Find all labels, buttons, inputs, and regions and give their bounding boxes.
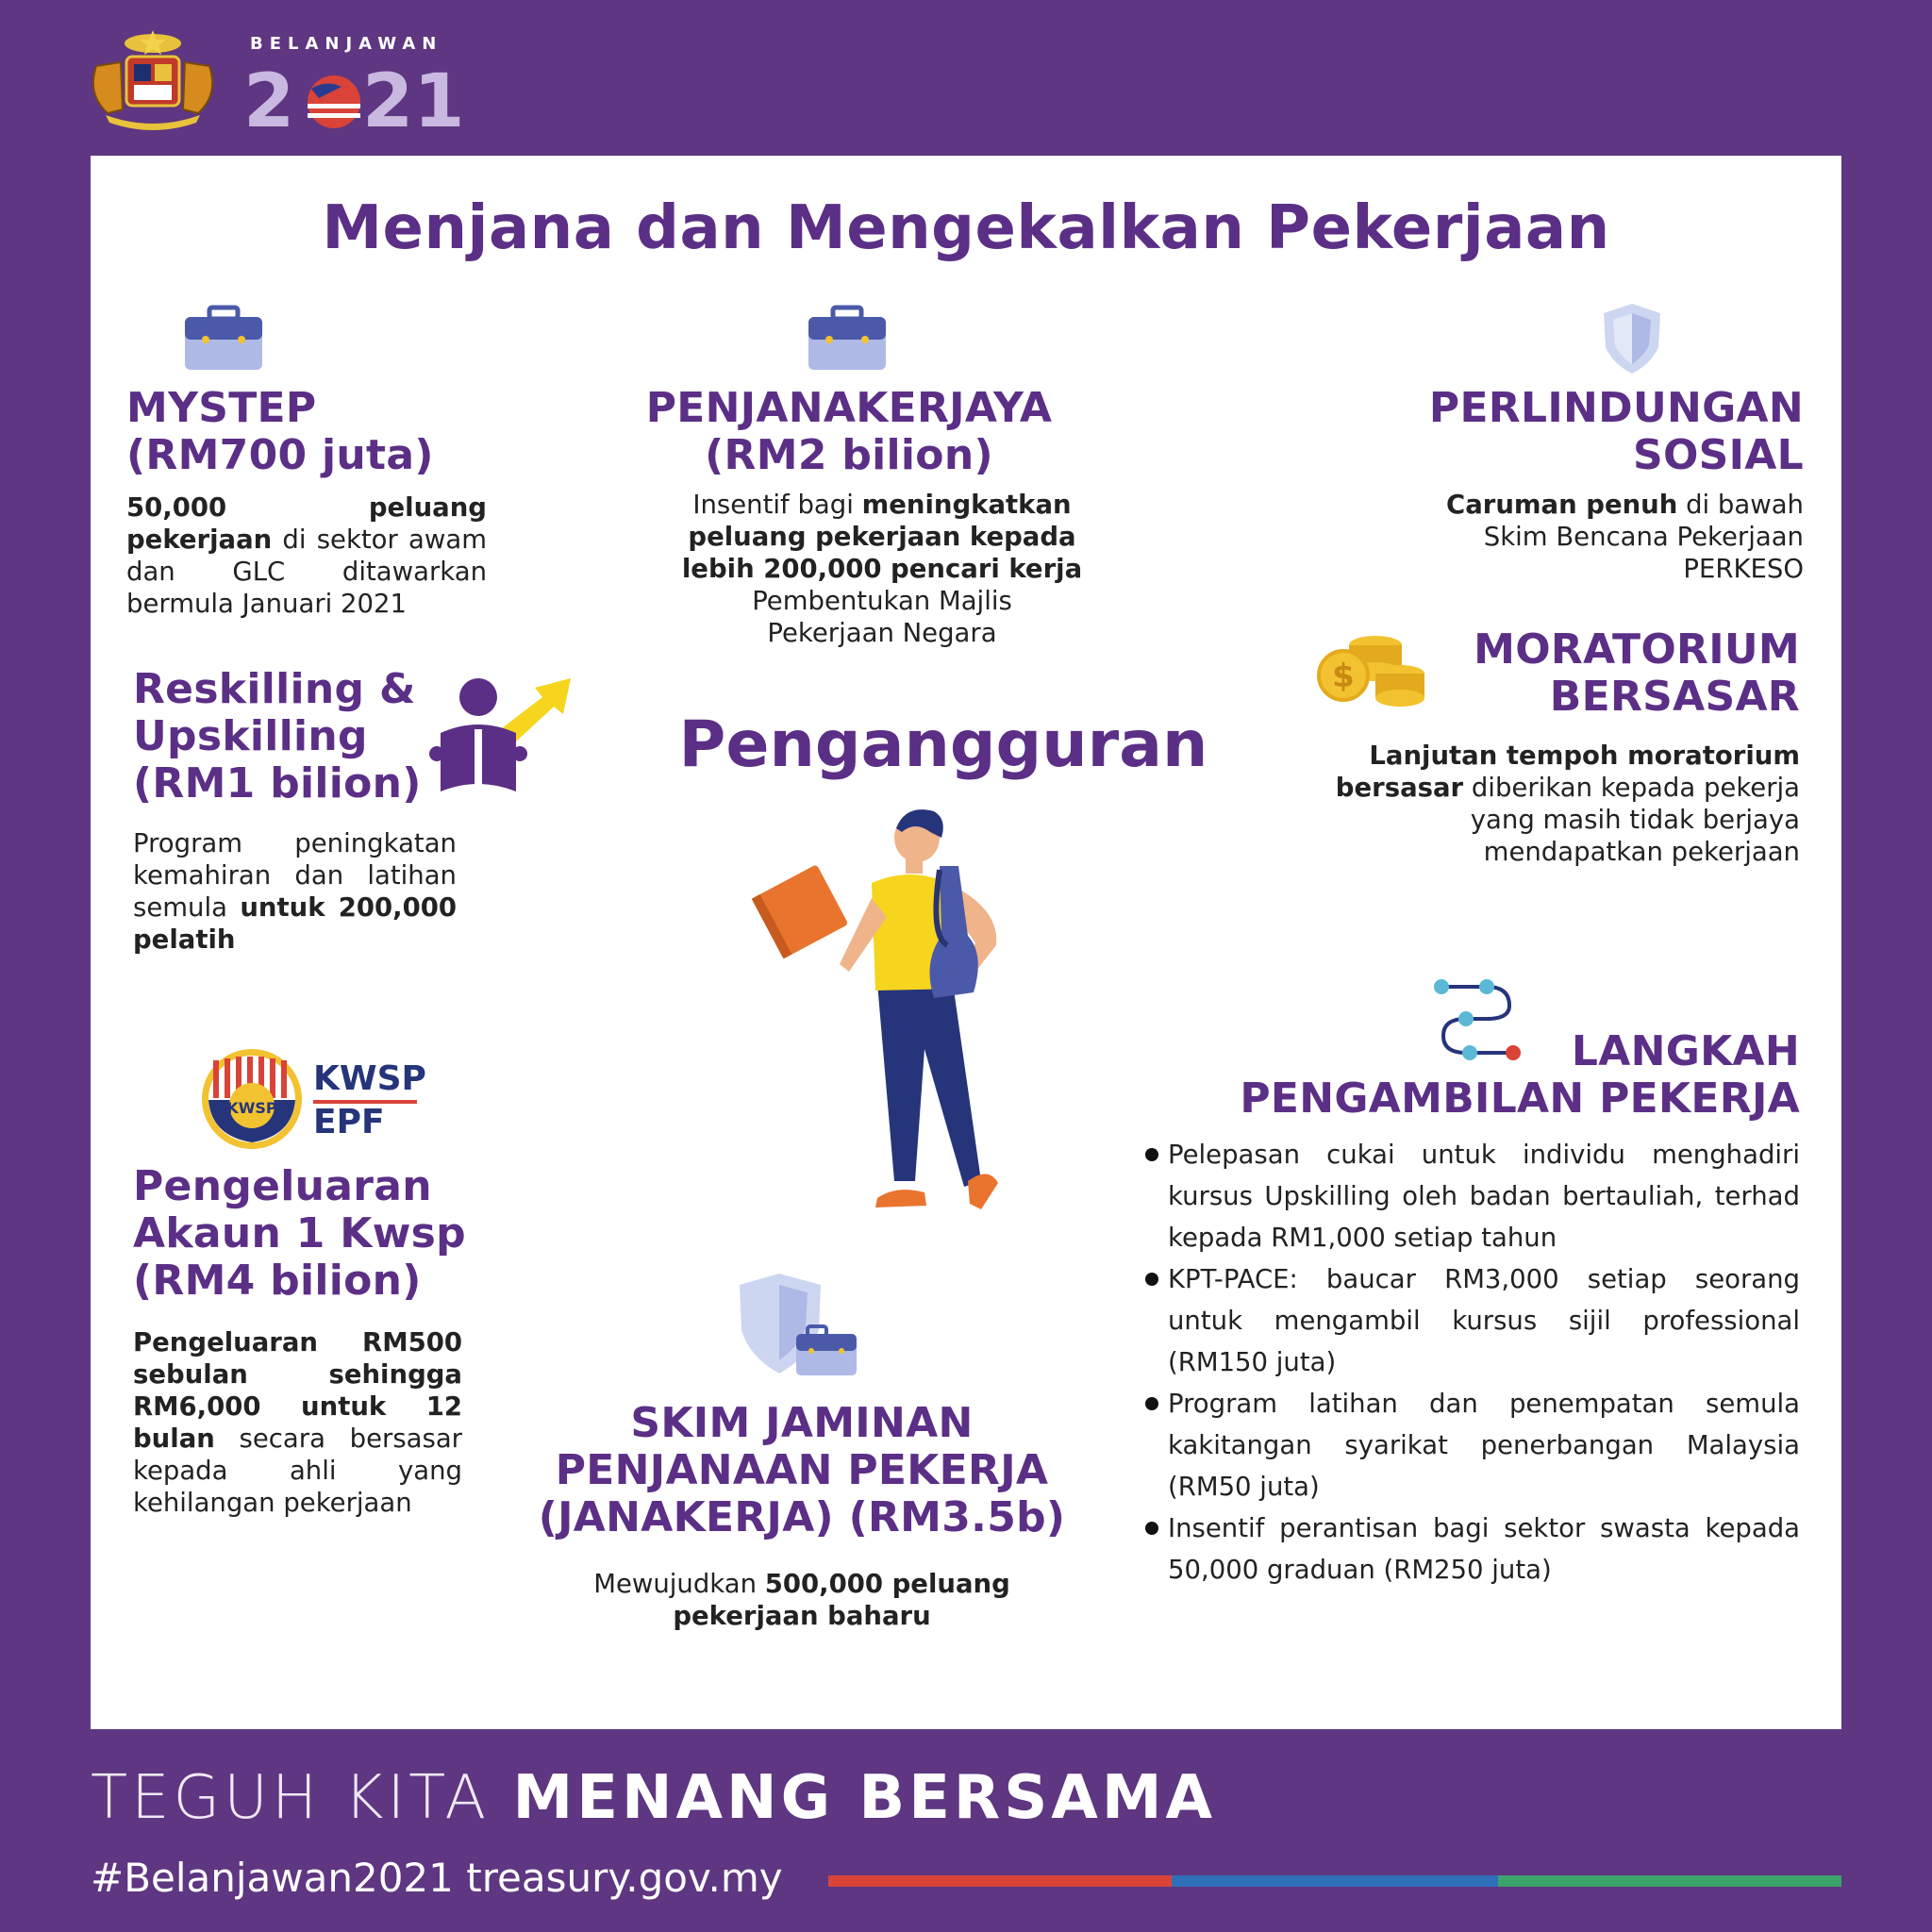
penjana-body-c: Pembentukan Majlis: [752, 586, 1012, 616]
footer-hashtag-link[interactable]: #Belanjawan2021 treasury.gov.my: [91, 1855, 783, 1901]
penjana-body-bold3: lebih 200,000 pencari kerja: [681, 554, 1083, 584]
student-illustration: [745, 804, 1075, 1251]
bullet-icon: [1145, 1273, 1158, 1286]
moratorium-body-c: mendapatkan pekerjaan: [1483, 837, 1800, 867]
list-item: [1145, 1258, 1800, 1383]
stripe-green: [1498, 1875, 1841, 1887]
footer-slogan: [91, 1762, 1216, 1834]
janakerja-body-bold2: pekerjaan baharu: [673, 1601, 931, 1631]
penjana-body-a: Insentif bagi: [692, 490, 862, 520]
penjana-title-line2: (RM2 bilion): [705, 431, 993, 479]
janakerja-title: [472, 1400, 1132, 1541]
janakerja-body: [547, 1568, 1057, 1632]
perlindungan-title-line1: PERLINDUNGAN: [1428, 384, 1804, 432]
reskilling-title-line2: Upskilling: [133, 712, 368, 760]
bullet-icon: [1145, 1397, 1158, 1410]
list-item-text: KPT-PACE: baucar RM3,000 setiap seorang untuk mengambil kursus sijil professional (RM150 juta): [1168, 1264, 1800, 1377]
langkah-title-line1: LANGKAH: [1571, 1027, 1800, 1075]
center-title: Pengangguran: [678, 708, 1208, 782]
kwsp-body-bold: Pengeluaran RM500 sebulan sehingga RM6,000 untuk 12 bulan: [133, 1327, 462, 1454]
mystep-title-line2: (RM700 juta): [126, 431, 434, 479]
reskilling-body-bold: untuk 200,000 pelatih: [133, 892, 458, 955]
list-item-text: Pelepasan cukai untuk individu menghadiri kursus Upskilling oleh badan bertauliah, terhad kepada RM1,000 setiap tahun: [1168, 1140, 1800, 1253]
kwsp-logo-line2: EPF: [313, 1103, 385, 1141]
perlindungan-body-c: PERKESO: [1683, 554, 1804, 584]
moratorium-body-bold1: Lanjutan tempoh moratorium: [1369, 741, 1800, 771]
budget-label: BELANJAWAN: [250, 34, 443, 54]
moratorium-title: [1340, 626, 1800, 721]
svg-text:2: 2: [243, 59, 295, 144]
kwsp-body: [133, 1326, 462, 1519]
stripe-blue: [1172, 1875, 1498, 1887]
penjana-body-d: Pekerjaan Negara: [767, 618, 997, 648]
moratorium-body-b: yang masih tidak berjaya: [1470, 805, 1800, 835]
janakerja-title-line3: (JANAKERJA) (RM3.5b): [538, 1493, 1066, 1541]
page-title: Menjana dan Mengekalkan Pekerjaan: [322, 193, 1610, 263]
langkah-title: [1085, 1028, 1800, 1123]
perlindungan-body: [1332, 489, 1804, 585]
perlindungan-body-b: Skim Bencana Pekerjaan: [1483, 522, 1804, 552]
moratorium-title-line1: MORATORIUM: [1474, 625, 1800, 674]
perlindungan-title: [1226, 385, 1804, 479]
mystep-title: [126, 385, 434, 479]
langkah-bullet-list: [1145, 1134, 1800, 1591]
bullet-icon: [1145, 1522, 1158, 1535]
penjana-body-bold2: peluang pekerjaan kepada: [688, 522, 1076, 552]
kwsp-seal-icon: [200, 1047, 304, 1155]
mystep-title-line1: MYSTEP: [126, 384, 317, 432]
briefcase-icon: [183, 306, 264, 375]
reskilling-body-a: Program peningkatan kemahiran dan latihan semula: [133, 828, 457, 923]
penjana-title: [566, 385, 1132, 479]
perlindungan-body-a: di bawah: [1677, 490, 1804, 520]
janakerja-title-line1: SKIM JAMINAN: [630, 1399, 974, 1447]
list-item-text: Program latihan dan penempatan semula kakitangan syarikat penerbangan Malaysia (RM50 juta): [1168, 1389, 1800, 1502]
list-item: [1145, 1507, 1800, 1591]
reader-growth-icon: [429, 675, 575, 806]
moratorium-body-a: diberikan kepada pekerja: [1463, 773, 1800, 803]
kwsp-title-line1: Pengeluaran: [133, 1162, 432, 1210]
moratorium-body: [1302, 740, 1800, 868]
kwsp-title: [133, 1163, 466, 1305]
janakerja-body-bold1: 500,000 peluang: [764, 1569, 1010, 1599]
janakerja-body-a: Mewujudkan: [593, 1569, 765, 1599]
perlindungan-title-line2: SOSIAL: [1632, 431, 1804, 479]
reskilling-title: [133, 666, 422, 808]
penjana-title-line1: PENJANAKERJAYA: [645, 384, 1053, 432]
shield-briefcase-icon: [738, 1272, 860, 1381]
coat-of-arms-emblem: [87, 28, 219, 130]
svg-text:$: $: [1332, 658, 1355, 695]
langkah-title-line2: PENGAMBILAN PEKERJA: [1240, 1074, 1800, 1123]
perlindungan-body-bold: Caruman penuh: [1446, 490, 1678, 520]
moratorium-title-line2: BERSASAR: [1549, 673, 1800, 721]
mystep-body-rest: di sektor awam dan GLC ditawarkan bermula Januari 2021: [126, 525, 487, 619]
mystep-body: [126, 491, 487, 620]
bullet-icon: [1145, 1148, 1158, 1161]
reskilling-title-line1: Reskilling &: [133, 665, 416, 713]
kwsp-body-rest: secara bersasar kepada ahli yang kehilangan pekerjaan: [133, 1424, 462, 1518]
list-item: [1145, 1383, 1800, 1507]
briefcase-icon: [807, 306, 888, 375]
list-item-text: Insentif perantisan bagi sektor swasta kepada 50,000 graduan (RM250 juta): [1168, 1513, 1800, 1585]
kwsp-logo-line1: KWSP: [313, 1060, 417, 1104]
list-item: [1145, 1134, 1800, 1258]
mystep-body-bold: 50,000 peluang pekerjaan: [126, 492, 487, 555]
moratorium-body-bold2: bersasar: [1335, 773, 1464, 803]
footer-slogan-thin: TEGUH KITA: [91, 1763, 513, 1833]
janakerja-title-line2: PENJANAAN PEKERJA: [555, 1446, 1049, 1494]
kwsp-seal-text: KWSP: [226, 1099, 277, 1117]
stripe-red: [828, 1875, 1172, 1887]
kwsp-title-line2: Akaun 1 Kwsp: [133, 1209, 466, 1257]
shield-icon: [1602, 302, 1662, 379]
kwsp-title-line3: (RM4 bilion): [133, 1257, 422, 1305]
reskilling-body: [133, 827, 457, 956]
footer-slogan-bold: MENANG BERSAMA: [512, 1763, 1217, 1833]
budget-2021-logo: [243, 59, 465, 144]
svg-text:21: 21: [362, 59, 465, 144]
reskilling-title-line3: (RM1 bilion): [133, 759, 422, 808]
penjana-body-bold1: meningkatkan: [861, 490, 1072, 520]
kwsp-logo-text: [313, 1059, 426, 1141]
penjana-body: [613, 489, 1151, 649]
